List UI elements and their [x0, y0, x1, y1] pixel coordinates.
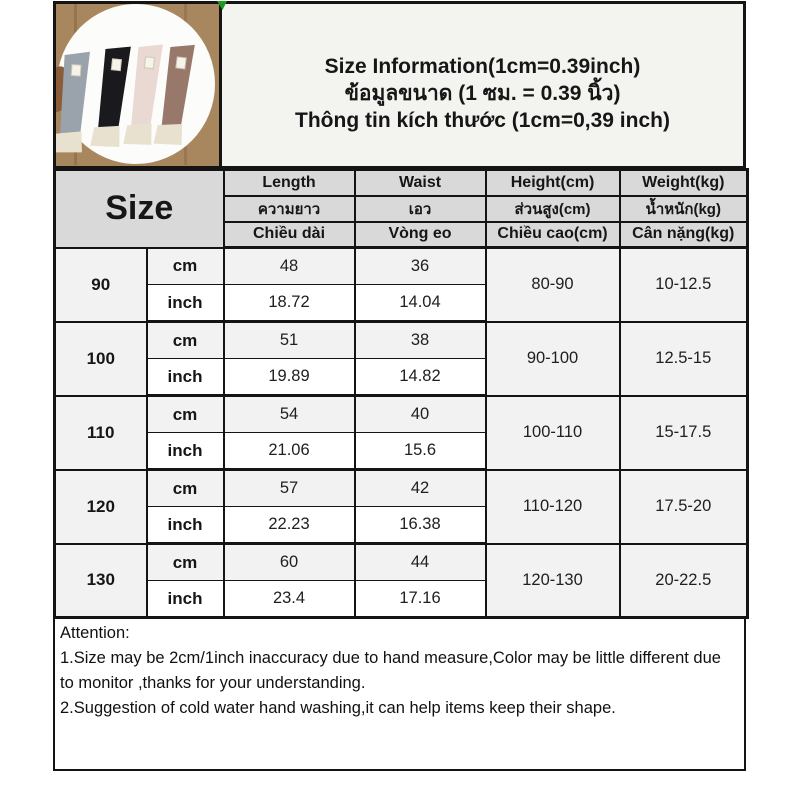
content-column: [53, 1, 746, 771]
height-range-100: 90-100: [486, 322, 620, 396]
product-photo: [56, 4, 222, 166]
waist-inch-130: 17.16: [355, 581, 486, 618]
waist-cm-100: 38: [355, 322, 486, 359]
size-label-120: 120: [55, 470, 147, 544]
unit-inch: inch: [147, 581, 224, 618]
unit-cm: cm: [147, 396, 224, 433]
unit-inch: inch: [147, 507, 224, 544]
title-english: Size Information(1cm=0.39inch): [324, 54, 641, 78]
waist-inch-110: 15.6: [355, 433, 486, 470]
length-cm-120: 57: [224, 470, 355, 507]
length-inch-90: 18.72: [224, 285, 355, 322]
attention-note-2: 2.Suggestion of cold water hand washing,it can help items keep their shape.: [60, 699, 616, 717]
attention-heading: Attention:: [60, 624, 130, 642]
weight-range-130: 20-22.5: [620, 544, 748, 618]
unit-cm: cm: [147, 544, 224, 581]
col-header-height-th: ส่วนสูง(cm): [486, 196, 620, 222]
length-inch-130: 23.4: [224, 581, 355, 618]
col-header-length-en: Length: [224, 170, 355, 196]
unit-inch: inch: [147, 359, 224, 396]
length-inch-110: 21.06: [224, 433, 355, 470]
length-cm-90: 48: [224, 248, 355, 285]
waist-inch-120: 16.38: [355, 507, 486, 544]
waist-cm-130: 44: [355, 544, 486, 581]
waist-inch-100: 14.82: [355, 359, 486, 396]
waist-cm-110: 40: [355, 396, 486, 433]
label-tag: [111, 59, 121, 71]
col-header-weight-vi: Cân nặng(kg): [620, 222, 748, 248]
label-tag: [176, 57, 186, 69]
weight-range-90: 10-12.5: [620, 248, 748, 322]
size-label-110: 110: [55, 396, 147, 470]
label-tag: [144, 57, 154, 69]
height-range-120: 110-120: [486, 470, 620, 544]
length-inch-100: 19.89: [224, 359, 355, 396]
size-label-130: 130: [55, 544, 147, 618]
length-cm-130: 60: [224, 544, 355, 581]
col-header-waist-en: Waist: [355, 170, 486, 196]
weight-range-110: 15-17.5: [620, 396, 748, 470]
height-range-90: 80-90: [486, 248, 620, 322]
length-cm-110: 54: [224, 396, 355, 433]
size-info-title-box: [222, 4, 743, 166]
waist-cm-90: 36: [355, 248, 486, 285]
attention-note-1: 1.Size may be 2cm/1inch inaccuracy due to hand measure,Color may be little different due to monitor ,thanks for your understanding.: [60, 649, 721, 692]
size-label-100: 100: [55, 322, 147, 396]
col-header-weight-th: น้ำหนัก(kg): [620, 196, 748, 222]
unit-cm: cm: [147, 322, 224, 359]
unit-cm: cm: [147, 248, 224, 285]
unit-inch: inch: [147, 433, 224, 470]
height-range-130: 120-130: [486, 544, 620, 618]
leggings-photo-illustration: [56, 4, 216, 165]
title-thai: ข้อมูลขนาด (1 ซม. = 0.39 นิ้ว): [344, 81, 621, 105]
length-inch-120: 22.23: [224, 507, 355, 544]
unit-cm: cm: [147, 470, 224, 507]
unit-inch: inch: [147, 285, 224, 322]
header-block: [53, 1, 746, 168]
col-header-waist-th: เอว: [355, 196, 486, 222]
size-table: [53, 168, 749, 619]
corner-size-label: Size: [55, 170, 224, 248]
waist-cm-120: 42: [355, 470, 486, 507]
col-header-weight-en: Weight(kg): [620, 170, 748, 196]
col-header-length-vi: Chiều dài: [224, 222, 355, 248]
length-cm-100: 51: [224, 322, 355, 359]
height-range-110: 100-110: [486, 396, 620, 470]
label-tag: [71, 65, 81, 77]
col-header-height-vi: Chiều cao(cm): [486, 222, 620, 248]
col-header-length-th: ความยาว: [224, 196, 355, 222]
weight-range-100: 12.5-15: [620, 322, 748, 396]
attention-box: [53, 619, 746, 771]
col-header-waist-vi: Vòng eo: [355, 222, 486, 248]
waist-inch-90: 14.04: [355, 285, 486, 322]
weight-range-120: 17.5-20: [620, 470, 748, 544]
col-header-height-en: Height(cm): [486, 170, 620, 196]
title-vietnamese: Thông tin kích thước (1cm=0,39 inch): [295, 108, 670, 132]
size-label-90: 90: [55, 248, 147, 322]
